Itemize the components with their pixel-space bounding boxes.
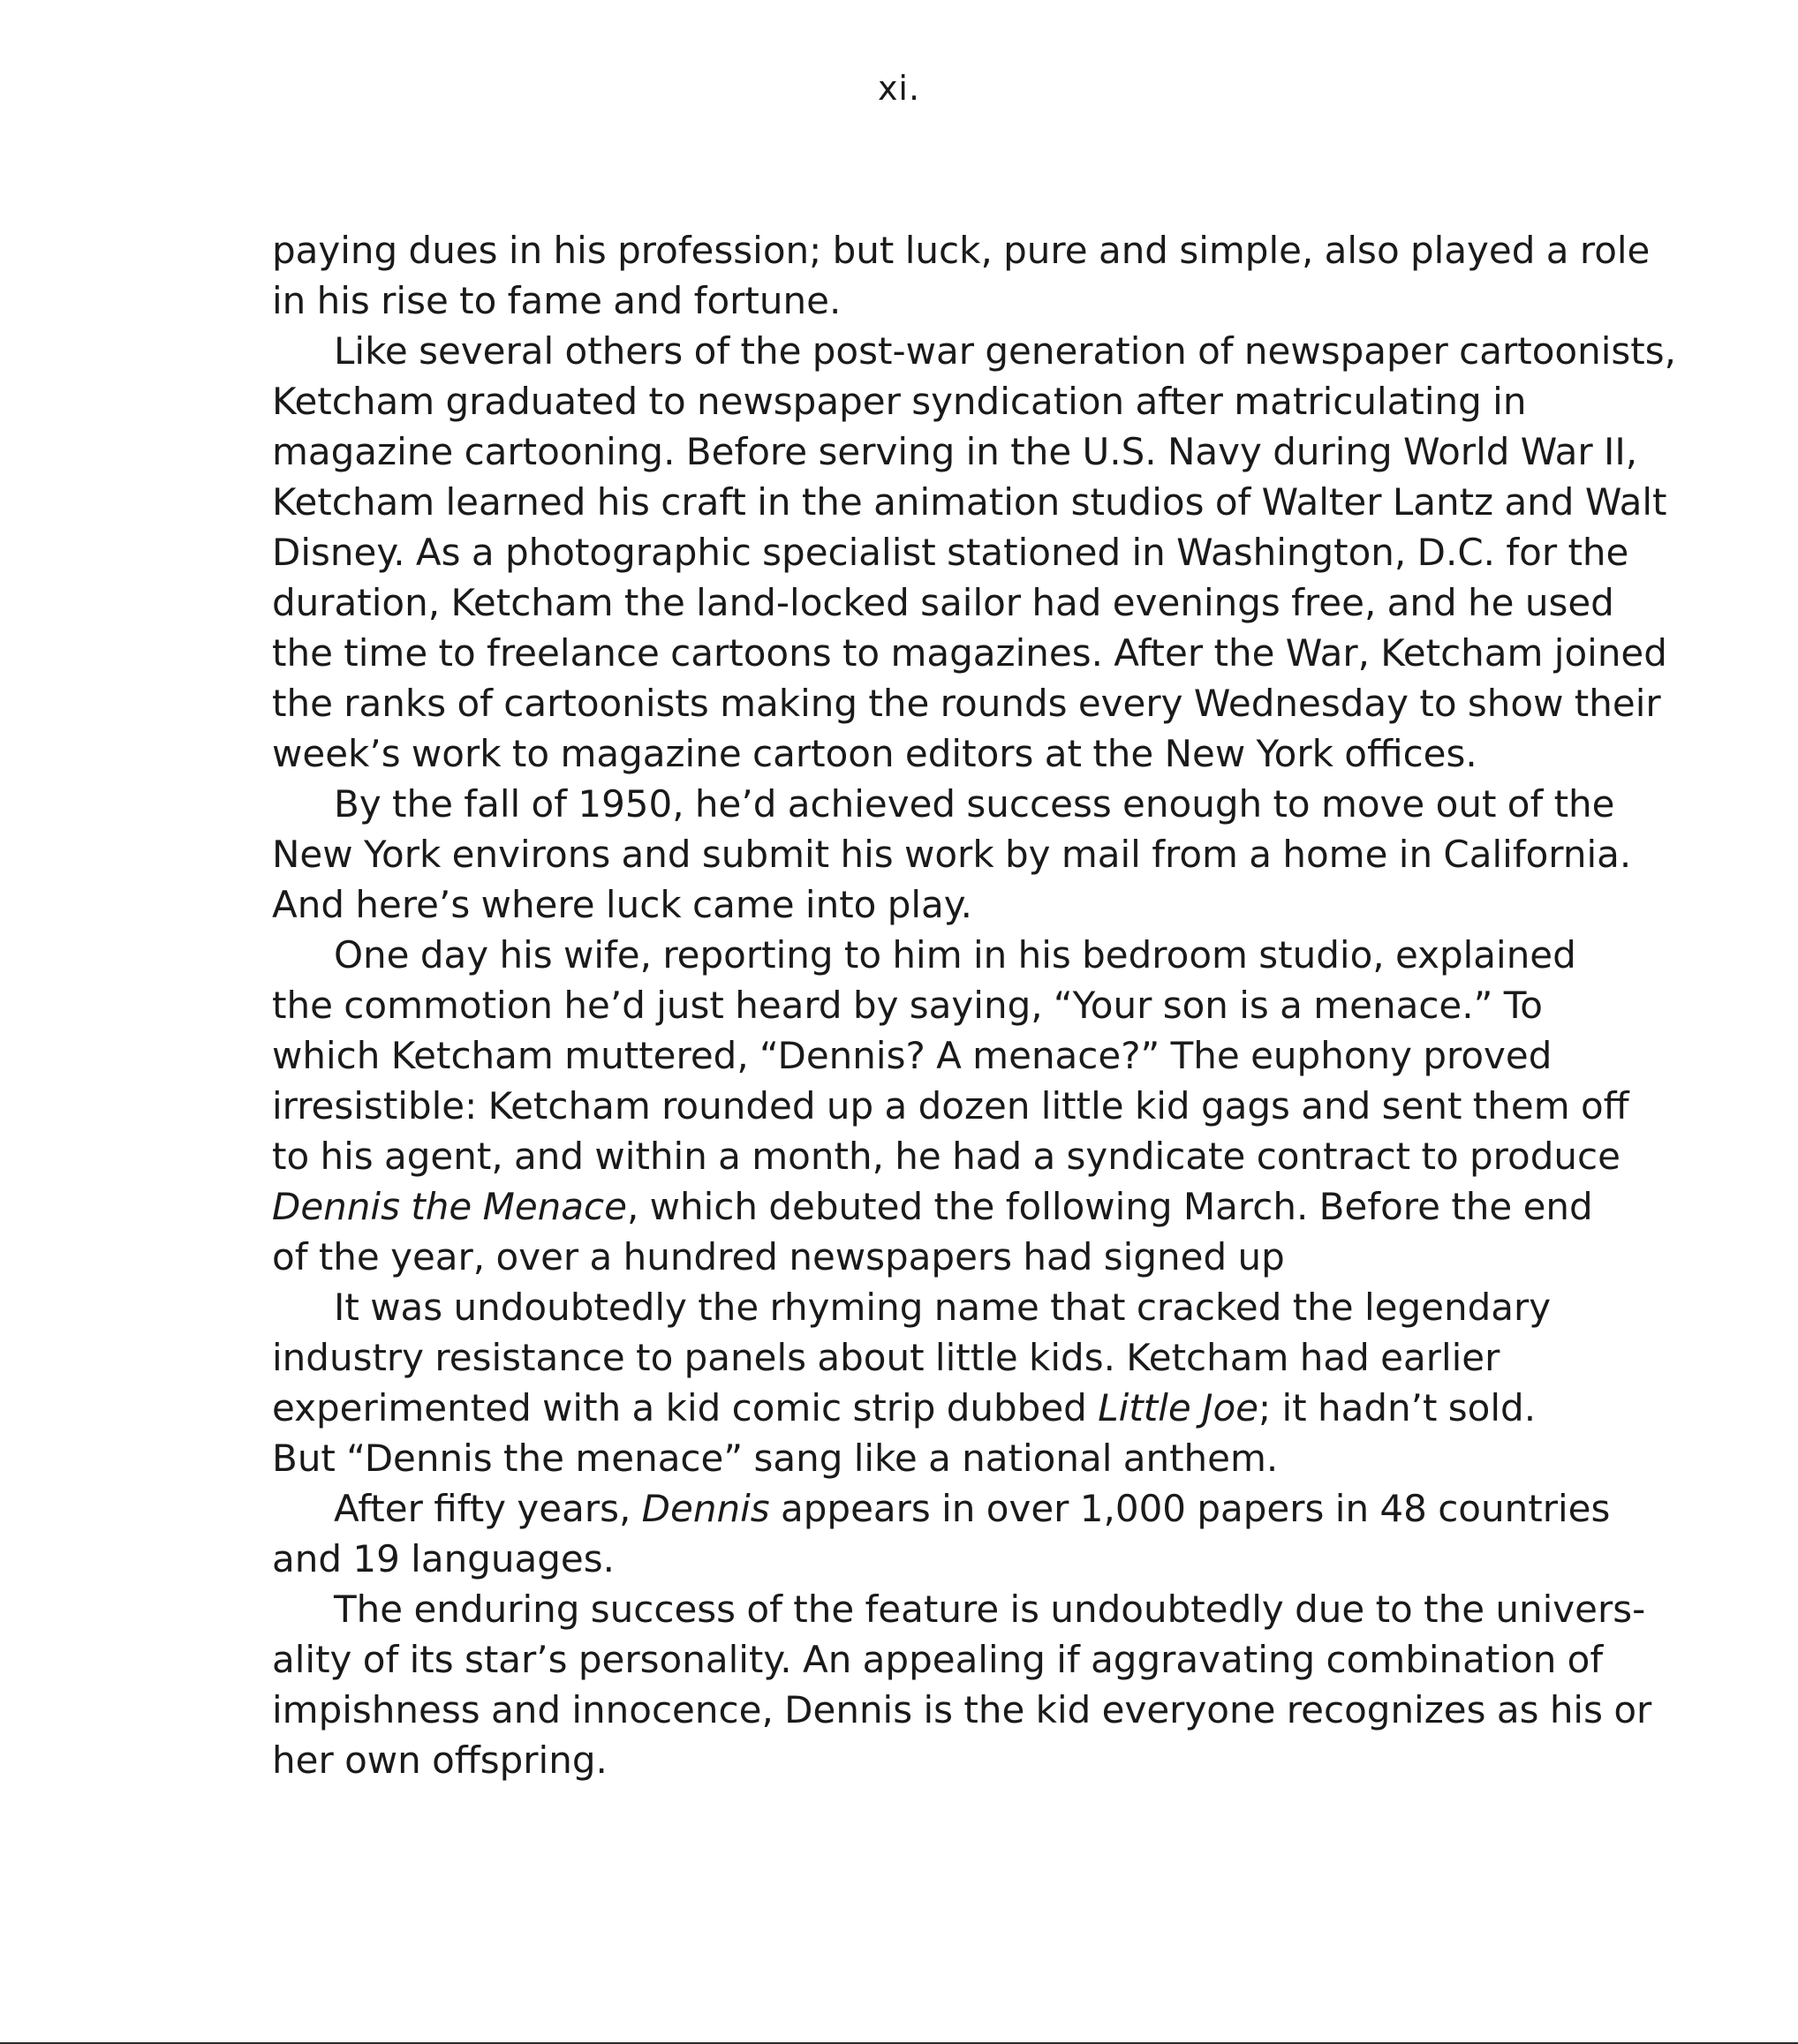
text-line: of the year, over a hundred newspapers had signed up [272,1235,1285,1278]
text-line: duration, Ketcham the land-locked sailor had evenings free, and he used [272,581,1614,624]
text-line: New York environs and submit his work by mail from a home in California. [272,833,1632,876]
text-segment: appears in over 1,000 papers in 48 countries [769,1487,1611,1530]
text-line: and 19 languages. [272,1537,615,1580]
text-line: which Ketcham muttered, “Dennis? A menace?” The euphony proved [272,1034,1552,1077]
page-number: xi. [877,69,921,108]
text-line: But “Dennis the menace” sang like a national anthem. [272,1437,1279,1480]
paragraph-start-line: By the fall of 1950, he’d achieved success enough to move out of the [334,782,1615,826]
page-body-text [272,225,1676,1785]
text-line: industry resistance to panels about little kids. Ketcham had earlier [272,1336,1500,1379]
paragraph-start-line: One day his wife, reporting to him in his bedroom studio, explained [334,933,1576,977]
text-line: Ketcham graduated to newspaper syndication after matriculating in [272,380,1527,423]
text-line: paying dues in his profession; but luck, pure and simple, also played a role [272,229,1651,272]
text-line: the commotion he’d just heard by saying, “Your son is a menace.” To [272,984,1543,1027]
text-line: And here’s where luck came into play. [272,883,973,926]
text-line [272,1383,1628,1433]
text-segment: ; it hadn’t sold. [1258,1386,1537,1429]
paragraph-start-line: The enduring success of the feature is undoubtedly due to the univers- [334,1588,1646,1631]
text-segment: After fifty years, [334,1487,642,1530]
text-line [272,1181,1628,1232]
italic-title: Dennis [641,1487,770,1530]
text-line: irresistible: Ketcham rounded up a dozen little kid gags and sent them off [272,1084,1629,1128]
text-line: week’s work to magazine cartoon editors at the New York offices. [272,732,1477,775]
italic-title: Little Joe [1098,1386,1258,1429]
text-line: Ketcham learned his craft in the animation studios of Walter Lantz and Walt [272,480,1667,524]
text-line: her own offspring. [272,1739,608,1782]
paragraph-start-line: It was undoubtedly the rhyming name that cracked the legendary [334,1286,1552,1329]
paragraph-start-line [272,1483,1628,1534]
paragraph-start-line: Like several others of the post-war generation of newspaper cartoonists, [334,329,1676,373]
text-segment: experimented with a kid comic strip dubbed [272,1386,1099,1429]
text-line: the time to freelance cartoons to magazines. After the War, Ketcham joined [272,631,1667,675]
text-line: the ranks of cartoonists making the rounds every Wednesday to show their [272,682,1661,725]
text-line: magazine cartooning. Before serving in the U.S. Navy during World War II, [272,430,1638,473]
text-line: impishness and innocence, Dennis is the kid everyone recognizes as his or [272,1688,1652,1731]
italic-title: Dennis the Menace [272,1185,627,1228]
text-line: ality of its star’s personality. An appealing if aggravating combination of [272,1638,1604,1681]
text-line: Disney. As a photographic specialist stationed in Washington, D.C. for the [272,531,1629,574]
text-line: in his rise to fame and fortune. [272,279,842,322]
text-segment: , which debuted the following March. Before the end [626,1185,1593,1228]
text-line: to his agent, and within a month, he had a syndicate contract to produce [272,1135,1620,1178]
